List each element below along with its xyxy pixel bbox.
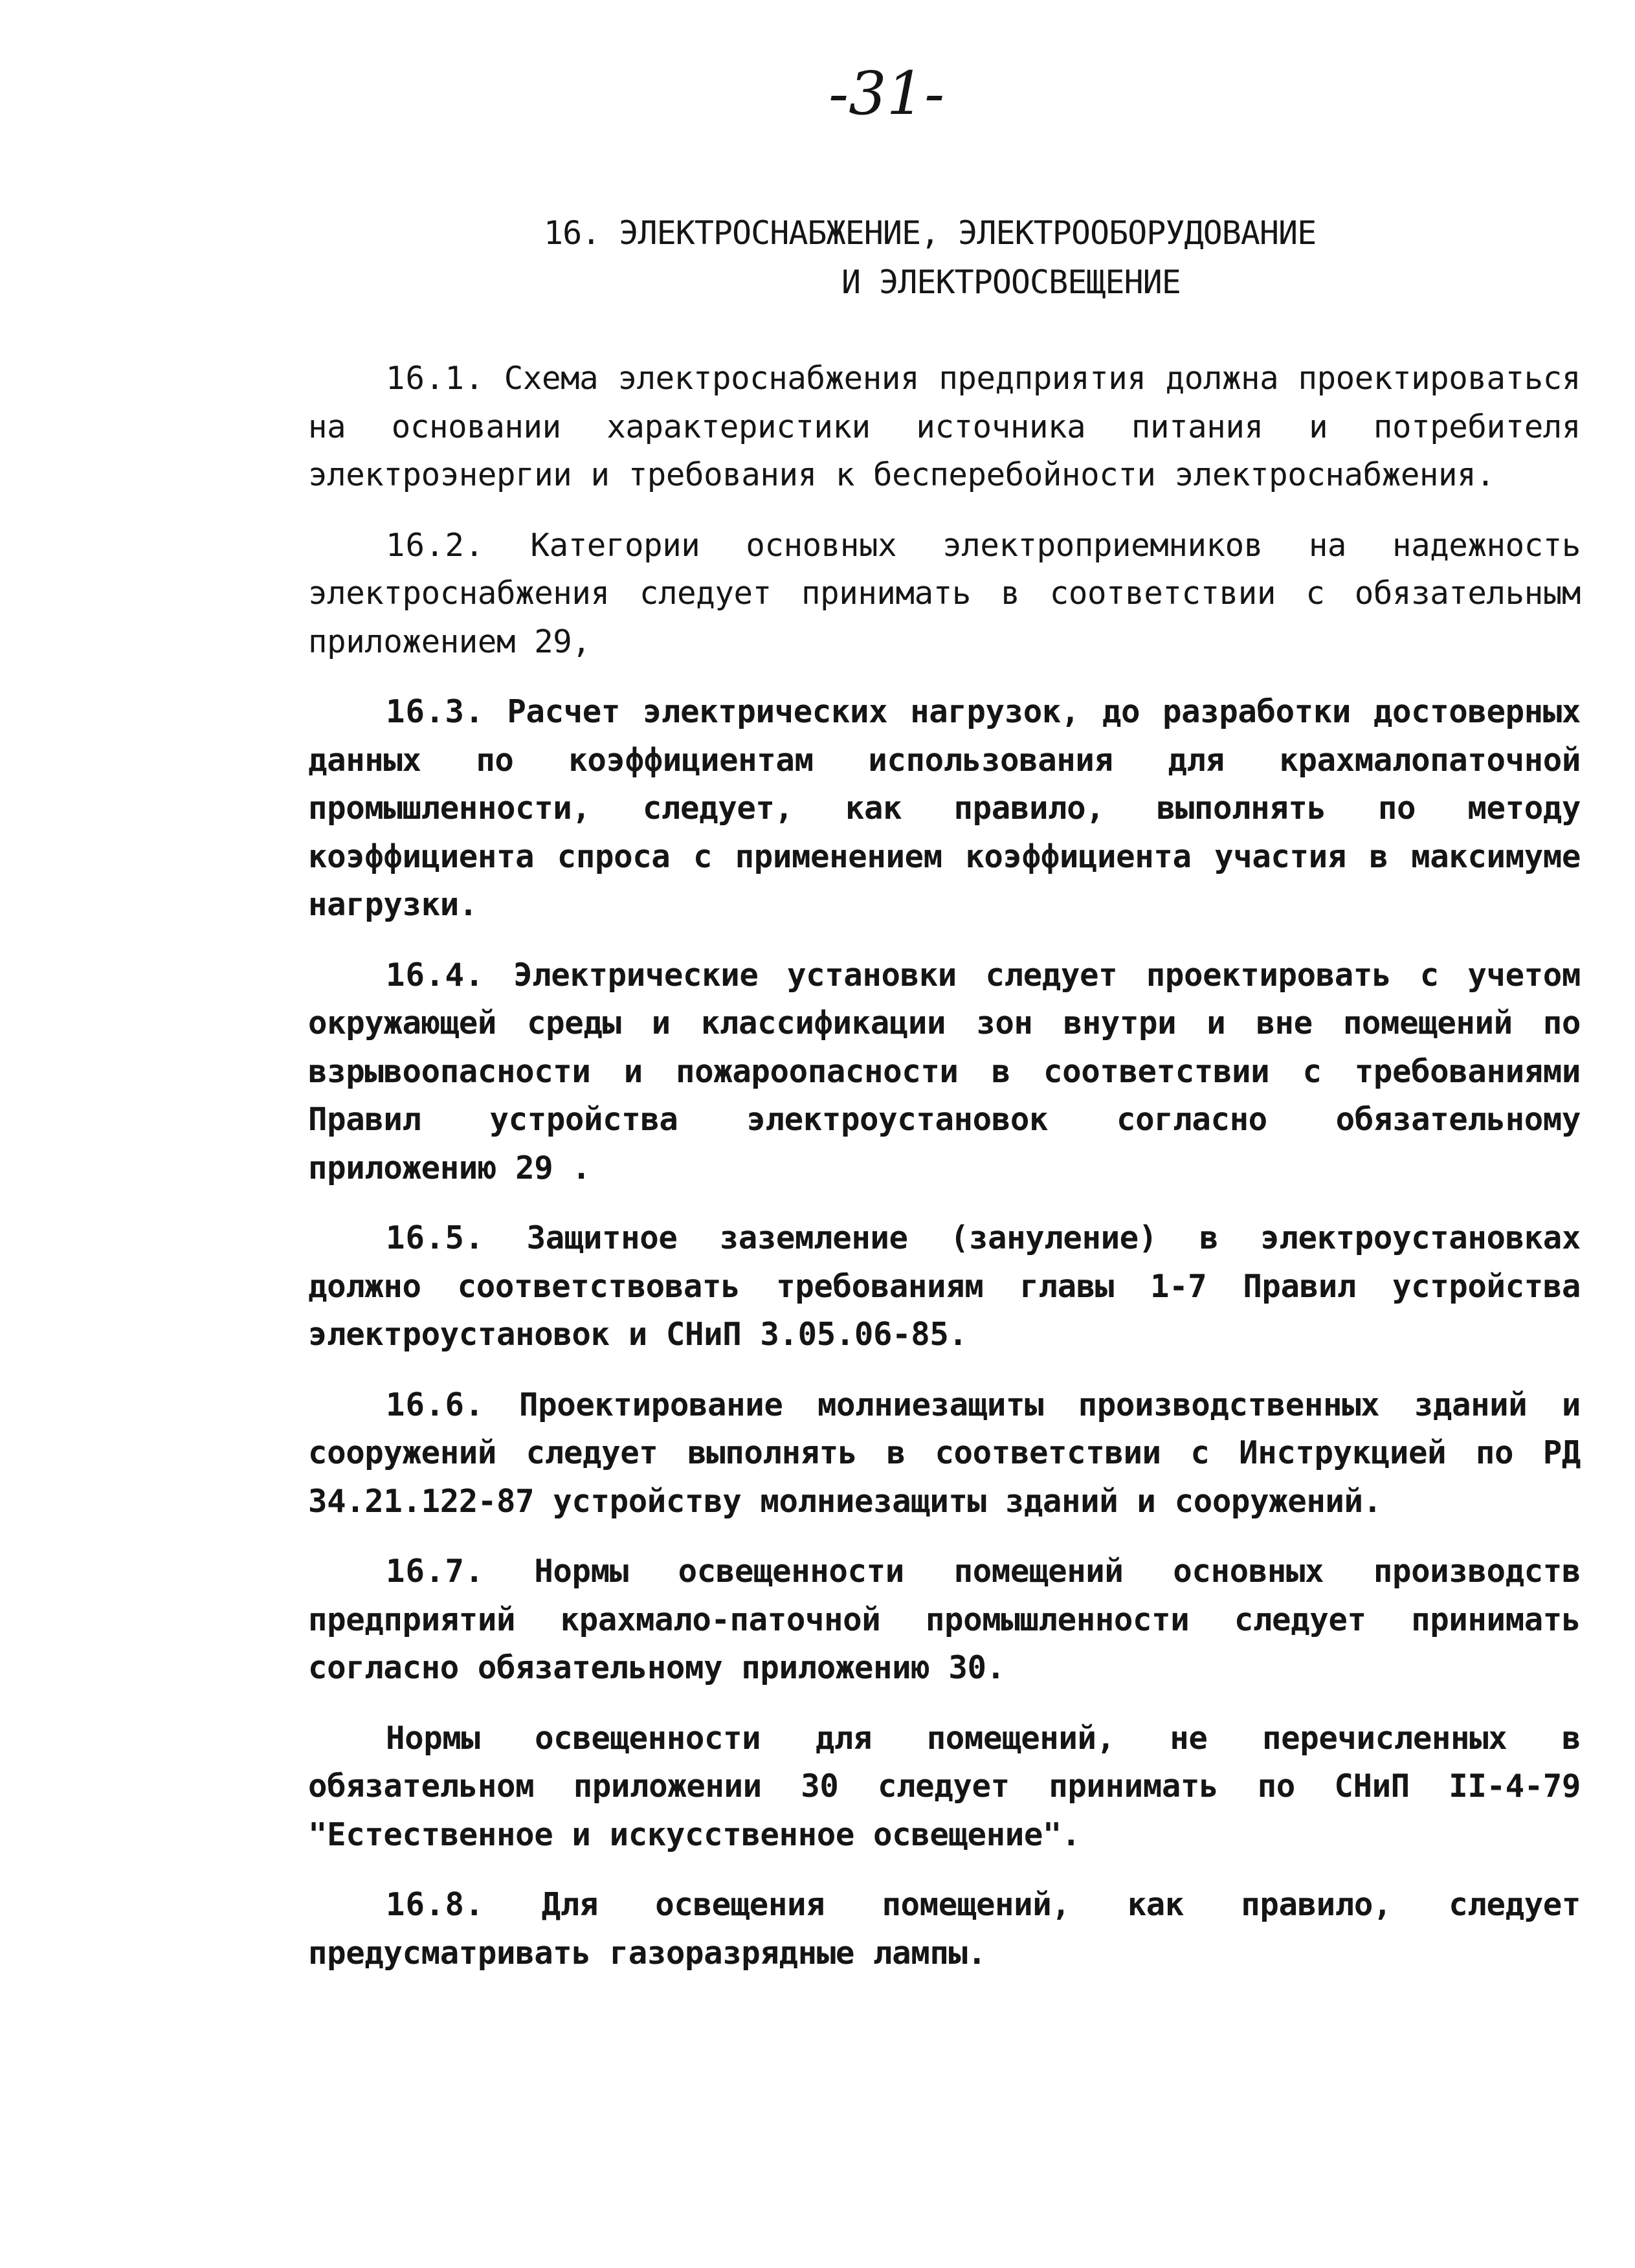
paragraph-16-7 bbox=[308, 1548, 1581, 1693]
page-number: -31- bbox=[829, 59, 945, 128]
paragraph-text: Электрические установки следует проектировать с учетом окружающей среды и классификации зон внутри и вне помещений по взрывоопасности и пожароопасности в соответствии с требованиями Правил устройства электроустановок согласно обязательному приложению 29 . bbox=[308, 956, 1581, 1186]
paragraph-text: Для освещения помещений, как правило, следует предусматривать газоразрядные лампы. bbox=[308, 1886, 1581, 1972]
paragraph-16-8 bbox=[308, 1881, 1581, 1977]
section-title-line-2: И ЭЛЕКТРООСВЕЩЕНИЕ bbox=[841, 263, 1181, 301]
paragraph-number: 16.4. bbox=[386, 956, 485, 994]
paragraph-number: 16.5. bbox=[386, 1219, 485, 1256]
paragraph-number: 16.3. bbox=[386, 693, 485, 730]
paragraph-16-5 bbox=[308, 1214, 1581, 1359]
paragraph-number: 16.7. bbox=[386, 1553, 485, 1590]
section-title bbox=[544, 208, 1411, 307]
paragraph-text: Нормы освещенности для помещений, не перечисленных в обязательном приложении 30 следует принимать по СНиП II-4-79 "Естественное и искусственное освещение". bbox=[308, 1719, 1581, 1853]
paragraph-number: 16.8. bbox=[386, 1886, 485, 1923]
paragraph-16-6 bbox=[308, 1381, 1581, 1526]
paragraph-text: Схема электроснабжения предприятия должна проектироваться на основании характеристики источника питания и потребителя электроэнергии и требования к бесперебойности электроснабжения. bbox=[308, 360, 1581, 493]
paragraph-number: 16.6. bbox=[386, 1386, 485, 1423]
section-title-line-1: 16. ЭЛЕКТРОСНАБЖЕНИЕ, ЭЛЕКТРООБОРУДОВАНИЕ bbox=[544, 214, 1317, 252]
paragraph-text: Категории основных электроприемников на надежность электроснабжения следует принимать в соответствии с обязательным приложением 29, bbox=[308, 526, 1581, 660]
paragraph-text: Проектирование молниезащиты производственных зданий и сооружений следует выполнять в соответствии с Инструкцией по РД 34.21.122-87 устройству молниезащиты зданий и сооружений. bbox=[308, 1386, 1581, 1520]
paragraph-16-7-continued bbox=[308, 1715, 1581, 1860]
paragraph-number: 16.1. bbox=[386, 360, 485, 397]
paragraph-text: Нормы освещенности помещений основных производств предприятий крахмало-паточной промышленности следует принимать согласно обязательному приложению 30. bbox=[308, 1553, 1581, 1686]
paragraph-16-1 bbox=[308, 355, 1581, 500]
paragraph-16-3 bbox=[308, 688, 1581, 929]
paragraph-16-4 bbox=[308, 951, 1581, 1193]
paragraph-number: 16.2. bbox=[386, 526, 485, 564]
paragraph-text: Защитное заземление (зануление) в электроустановках должно соответствовать требованиям главы 1-7 Правил устройства электроустановок и СНиП 3.05.06-85. bbox=[308, 1219, 1581, 1353]
body-text bbox=[308, 355, 1581, 1999]
paragraph-16-2 bbox=[308, 522, 1581, 667]
paragraph-text: Расчет электрических нагрузок, до разработки достоверных данных по коэффициентам использования для крахмалопаточной промышленности, следует, как правило, выполнять по методу коэффициента спроса с применением коэффициента участия в максимуме нагрузки. bbox=[308, 693, 1581, 923]
